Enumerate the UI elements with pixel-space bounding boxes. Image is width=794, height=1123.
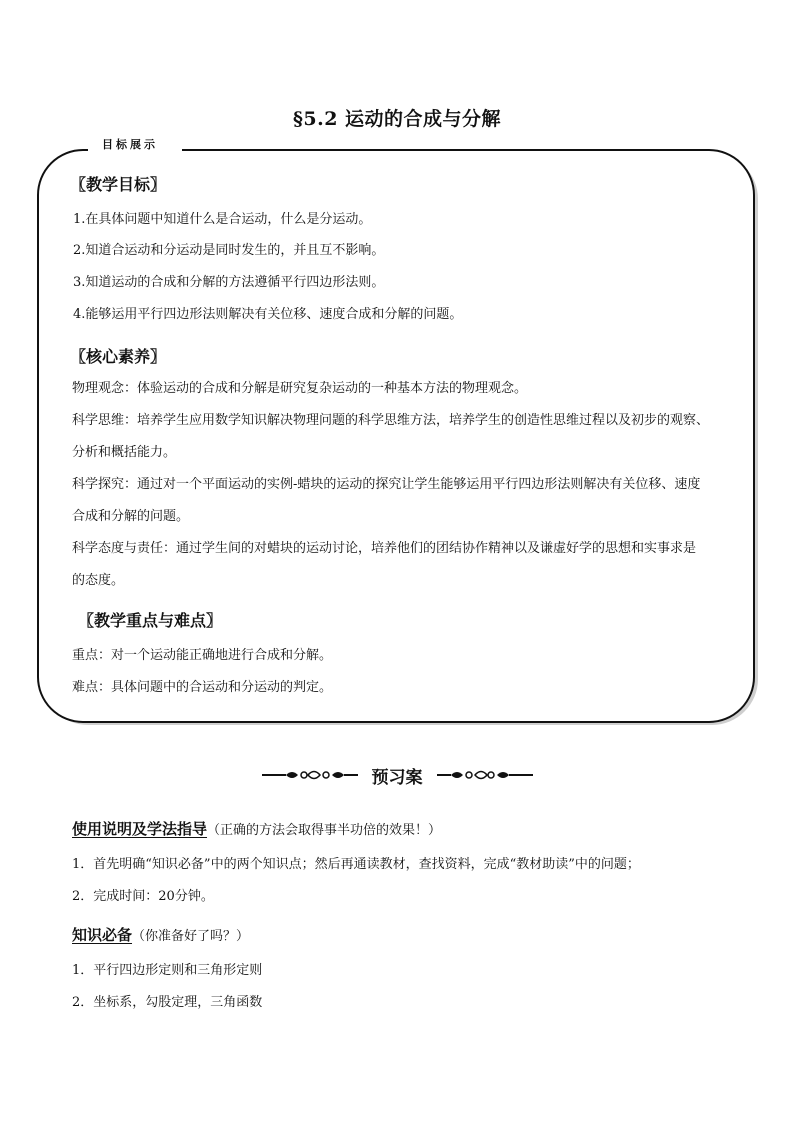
right-ornament-icon	[437, 768, 533, 782]
teaching-goal-item: 3.知道运动的合成和分解的方法遵循平行四边形法则。	[73, 275, 385, 290]
usage-line: 1．首先明确“知识必备”中的两个知识点；然后再通读教材，查找资料，完成“教材助读”中的问题；	[72, 857, 640, 872]
usage-note: （正确的方法会取得事半功倍的效果！）	[207, 823, 442, 838]
key-point-line: 难点：具体问题中的合运动和分运动的判定。	[72, 680, 333, 695]
usage-line: 2．完成时间：20分钟。	[72, 889, 214, 904]
teaching-goals-heading: 〖教学目标〗	[70, 175, 167, 194]
preview-banner	[0, 764, 794, 786]
page-title: §5.2 运动的合成与分解	[292, 108, 502, 130]
goal-box	[37, 149, 755, 723]
teaching-goal-item: 4.能够运用平行四边形法则解决有关位移、速度合成和分解的问题。	[73, 307, 463, 322]
usage-heading-row	[72, 818, 441, 839]
knowledge-line: 2．坐标系，勾股定理，三角函数	[72, 995, 263, 1010]
core-literacy-line: 合成和分解的问题。	[72, 509, 190, 524]
core-literacy-line: 科学态度与责任：通过学生间的对蜡块的运动讨论，培养他们的团结协作精神以及谦虚好学的思想和实事求是	[72, 541, 697, 556]
key-points-heading: 〖教学重点与难点〗	[78, 611, 223, 630]
core-literacy-line: 科学探究：通过对一个平面运动的实例-蜡块的运动的探究让学生能够运用平行四边形法则解决有关位移、速度	[72, 477, 701, 492]
core-literacy-line: 的态度。	[72, 573, 125, 588]
goal-box-tab: 目标展示	[88, 134, 182, 156]
core-literacy-heading: 〖核心素养〗	[70, 347, 167, 366]
knowledge-heading-row	[72, 924, 249, 945]
left-ornament-icon	[262, 768, 358, 782]
teaching-goal-item: 2.知道合运动和分运动是同时发生的，并且互不影响。	[73, 243, 385, 258]
core-literacy-line: 科学思维：培养学生应用数学知识解决物理问题的科学思维方法，培养学生的创造性思维过程以及初步的观察、	[72, 413, 710, 428]
teaching-goal-item: 1.在具体问题中知道什么是合运动，什么是分运动。	[73, 212, 372, 227]
usage-heading: 使用说明及学法指导	[72, 820, 208, 838]
knowledge-heading: 知识必备	[72, 926, 133, 944]
preview-title: 预习案	[371, 767, 423, 788]
core-literacy-line: 分析和概括能力。	[72, 445, 177, 460]
key-point-line: 重点：对一个运动能正确地进行合成和分解。	[72, 648, 333, 663]
knowledge-note: （你准备好了吗？）	[132, 929, 250, 944]
core-literacy-line: 物理观念：体验运动的合成和分解是研究复杂运动的一种基本方法的物理观念。	[72, 381, 528, 396]
knowledge-line: 1．平行四边形定则和三角形定则	[72, 963, 263, 978]
